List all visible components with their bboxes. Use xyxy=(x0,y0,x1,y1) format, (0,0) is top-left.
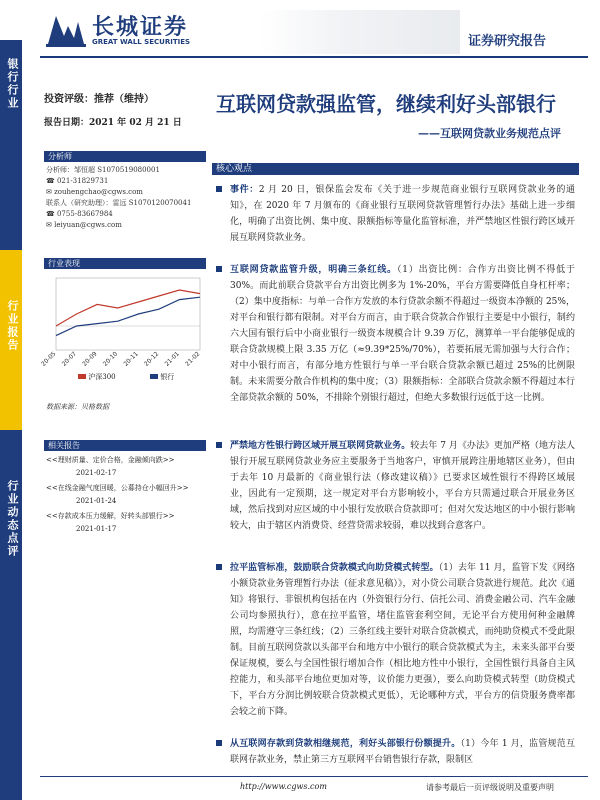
legend-swatch-bank xyxy=(150,374,158,379)
legend-hs300: 沪深300 xyxy=(88,373,116,381)
contact-phone: ☎ 0755-83667984 xyxy=(46,210,113,218)
logo xyxy=(44,8,214,52)
report-type: 证券研究报告 xyxy=(468,34,547,49)
related-list xyxy=(46,454,211,536)
core-header: 核心观点 xyxy=(212,163,579,175)
x-tick-label: 21-02 xyxy=(184,350,202,368)
x-tick-label: 21-01 xyxy=(163,350,181,368)
x-tick-label: 20-12 xyxy=(142,350,161,368)
x-tick-label: 20-11 xyxy=(122,350,140,368)
related-item[interactable]: <<理财质量、定价合格，金融倾向跌>> 2021-02-17 xyxy=(46,456,175,477)
industry-performance-chart xyxy=(40,272,206,372)
page-subtitle: ——互联网贷款业务规范点评 xyxy=(418,127,561,140)
related-item[interactable]: <<在线金融气度回暖，公募持仓小幅回升>> 2021-01-24 xyxy=(46,484,189,505)
contact-line: 联系人（研究助理）：雷远 S1070120070041 xyxy=(46,199,192,207)
report-date: 报告日期：2021 年 02 月 21 日 xyxy=(44,118,182,128)
bullet-icon xyxy=(216,740,222,746)
paragraph-deposits: 从互联网存款到贷款相继规范，利好头部银行份额提升。（1）今年 1 月，监管规范互联网存款业务，禁止第三方互联网平台销售银行存款，限制区 xyxy=(230,736,575,772)
chart-legend xyxy=(78,372,174,382)
logo-mark-icon xyxy=(44,8,88,48)
paragraph-event: 事件：2 月 20 日，银保监会发布《关于进一步规范商业银行互联网贷款业务的通知》，在 2020 年 7 月颁布的《商业银行互联网贷款管理暂行办法》基础上进一步细化，明确了出资比例、集中度、限额指标等量化监管标准，并严禁地区性银行跨区域开展互联网贷款业务。 xyxy=(230,182,575,246)
mail-icon: ✉ xyxy=(46,188,55,196)
footer-url[interactable]: http://www.cgws.com xyxy=(240,782,327,791)
bullet-icon xyxy=(216,186,222,192)
series-line-0 xyxy=(56,290,200,326)
paragraph-redlines: 互联网贷款监管升级，明确三条红线。（1）出资比例：合作方出资比例不得低于 30%。而此前联合贷款平台方出资比例多为 1%-20%，平台方需要降低自身杠杆率；（2）集中度指标：与单一合作方发放的本行贷款余额不得超过一级资本净额的 25%，对平台和银行都有限制。对平台方而言，由于联合贷款合作银行主要是中小银行，制约六大国有银行后中小商业银行一级资本规模合计 9.39 万亿，测算单一平台能够促成的联合贷款规模上限 3.35 万亿（≈9.39*25%/70%），若要拓展无需加强与大行合作；对中小银行而言，有部分地方性银行与单一平台联合贷款余额已超过 25%的比例限制。未来需要分散合作机构的集中度；（3）限额指标：全部联合贷款余额不得超过本行全部贷款余额的 50%，不排除个别银行超过，但绝大多数银行远低于这一比例。 xyxy=(230,262,575,406)
legend-swatch-hs300 xyxy=(78,374,86,379)
left-tab-report-label: 行业报告 xyxy=(6,300,19,352)
header-rule xyxy=(40,56,588,58)
analyst-list xyxy=(46,165,216,231)
analyst-email[interactable]: ✉ zouhengchao@cgws.com xyxy=(46,188,143,196)
mail-icon: ✉ xyxy=(46,221,55,229)
left-tab-industry-label: 银行行业 xyxy=(6,58,19,110)
legend-bank: 银行 xyxy=(160,373,175,381)
footer-notice: 请参考最后一页评级说明及重要声明 xyxy=(426,783,554,792)
page-title: 互联网贷款强监管，继续利好头部银行 xyxy=(216,92,556,116)
logo-cn: 长城证券 xyxy=(92,14,189,40)
paragraph-standards: 拉平监管标准，鼓励联合贷款模式向助贷模式转型。（1）去年 11 月，监管下发《网络小额贷款业务管理暂行办法（征求意见稿）》，对小贷公司联合贷款进行规范。此次《通知》将银行、非银机构包括在内（外资银行分行、信托公司、消费金融公司、汽车金融公司均参照执行），意在拉平监管，堵住监管套利空间，无论平台方使用何种金融牌照，均需遵守三条红线；（2）三条红线主要针对联合贷款模式，而纯助贷模式不受此限制。目前互联网贷款以头部平台和地方中小银行的联合贷款模式为主，未来头部平台要保证规模，要么与全国性银行增加合作（相比地方性中小银行，全国性银行具备自主风控能力，和头部平台地位更加对等，议价能力更强），要么向助贷模式转型（助贷模式下，平台方分润比例较联合贷款模式更低），无论哪种方式，平台方的信贷服务费率都会较之前下降。 xyxy=(230,560,575,720)
analyst-line: 分析师：邹恒超 S1070519080001 xyxy=(46,166,160,174)
footer-rule xyxy=(40,776,588,777)
related-header: 相关报告 xyxy=(44,440,206,451)
contact-email[interactable]: ✉ leiyuan@cgws.com xyxy=(46,221,122,229)
x-tick-label: 20-09 xyxy=(81,350,99,368)
header-banner xyxy=(260,10,460,54)
logo-en: GREAT WALL SECURITIES xyxy=(92,38,191,46)
x-tick-label: 20-10 xyxy=(101,350,120,368)
bullet-icon xyxy=(216,266,222,272)
chart-source: 数据来源：贝格数据 xyxy=(46,403,109,411)
paragraph-regional: 严禁地方性银行跨区域开展互联网贷款业务。较去年 7 月《办法》更加严格（地方法人银行开展互联网贷款业务应主要服务于当地客户，审慎开展跨注册地辖区业务），但由于去年 10 月最新的《商业银行法（修改建议稿）》已要求区域性银行不得跨区域展业，因此有一定预期，这一规定对平台方影响较小，平台方只需通过联合开展业务区域，然后找到对应区域的中小银行发放联合贷款即可；但对欠发达地区的中小银行影响较大，由于辖区内消费贷、经营贷需求较弱，难以找到合意客户。 xyxy=(230,438,575,534)
bullet-icon xyxy=(216,442,222,448)
related-item[interactable]: <<存款成本压力缓解，好转头部银行>> 2021-01-17 xyxy=(46,512,175,533)
bullet-icon xyxy=(216,564,222,570)
phone-icon: ☎ xyxy=(46,177,57,185)
chart-header: 行业表现 xyxy=(44,258,206,269)
rating: 投资评级：推荐（维持） xyxy=(44,94,154,105)
left-tab-news-label: 行业动态点评 xyxy=(6,480,19,558)
analyst-phone: ☎ 021-31829731 xyxy=(46,177,109,185)
phone-icon: ☎ xyxy=(46,210,57,218)
series-line-1 xyxy=(56,297,200,335)
x-tick-label: 20-07 xyxy=(60,350,78,368)
analyst-header: 分析师 xyxy=(44,151,206,162)
x-tick-label: 20-05 xyxy=(40,350,58,368)
